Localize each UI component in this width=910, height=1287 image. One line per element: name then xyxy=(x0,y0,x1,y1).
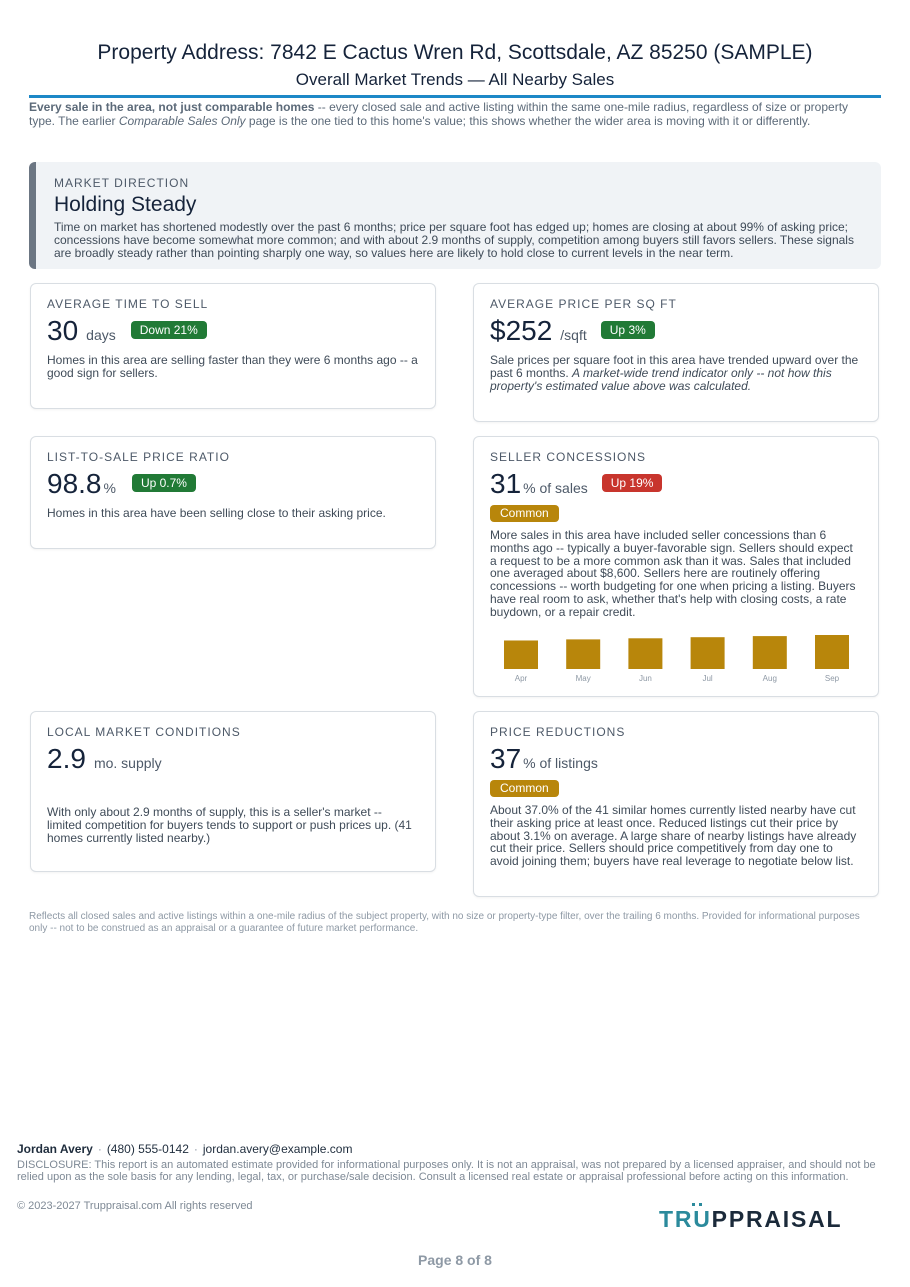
time-to-sell-card xyxy=(30,283,436,409)
card-label: SELLER CONCESSIONS xyxy=(490,450,647,464)
intro-lead: Every sale in the area, not just comparable homes xyxy=(29,100,315,114)
chart-tick-label: Jun xyxy=(638,673,652,683)
chart-bar-may xyxy=(566,639,600,669)
footnote: Reflects all closed sales and active listings within a one-mile radius of the subject property, with no size or property-type filter, over the trailing 6 months. Provided for informational purposes only -- not to be construed as an appraisal or a guarantee of future market performance. xyxy=(29,911,860,934)
trend-badge: Down 21% xyxy=(131,321,207,339)
page-number: Page 8 of 8 xyxy=(418,1252,492,1268)
market-direction-label: MARKET DIRECTION xyxy=(54,176,190,190)
metric-value: 98.8 xyxy=(47,468,102,499)
prevalence-tag: Common xyxy=(490,505,559,522)
header-divider xyxy=(29,95,881,98)
card-label: PRICE REDUCTIONS xyxy=(490,725,626,739)
card-body: Homes in this area have been selling close to their asking price. xyxy=(47,506,386,520)
agent-phone[interactable]: (480) 555-0142 xyxy=(106,1142,189,1156)
chart-tick-label: Jul xyxy=(702,673,713,683)
card-body: More sales in this area have included seller concessions than 6 months ago -- typically a buyer-favorable sign. Sellers should expect a request to be a more common ask than it was. Sales that included one averaged about $8,600. Sellers here are routinely offering concessions -- worth budgeting for one when pricing a listing. Buyers have real room to ask, whether that's help with closing costs, a rate buydown, or a repair credit. xyxy=(490,528,856,619)
copyright: © 2023-2027 Truppraisal.com All rights reserved xyxy=(17,1200,253,1212)
seller-concessions-card xyxy=(473,436,879,697)
chart-tick-label: Apr xyxy=(514,673,528,683)
concessions-trend-chart xyxy=(490,629,862,685)
card-label: AVERAGE TIME TO SELL xyxy=(47,297,209,311)
agent-name: Jordan Avery xyxy=(17,1142,93,1156)
metric-unit: % of sales xyxy=(523,480,588,496)
market-direction-body: Time on market has shortened modestly over the past 6 months; price per square foot has edged up; homes are closing at about 99% of asking price; concessions have become somewhat more common; and with about 2.9 months of supply, competition among buyers still favors sellers. These signals are broadly steady rather than pointing sharply one way, so values here are likely to hold close to current levels in the near term. xyxy=(54,220,854,260)
concessions-bar-chart xyxy=(490,629,864,685)
metric-value: $252 xyxy=(490,315,553,346)
chart-tick-label: May xyxy=(575,673,591,683)
trend-badge: Up 0.7% xyxy=(132,474,196,492)
metric-unit: % of listings xyxy=(523,755,598,771)
chart-bar-jun xyxy=(628,638,662,669)
metric-value: 2.9 xyxy=(47,743,86,774)
metric-unit: mo. supply xyxy=(93,755,162,771)
agent-email[interactable]: jordan.avery@example.com xyxy=(202,1142,353,1156)
prevalence-tag: Common xyxy=(490,780,559,797)
list-to-sale-card xyxy=(30,436,436,549)
truppraisal-logo xyxy=(658,1203,890,1233)
logo-wordmark: TRUPPRAISAL xyxy=(659,1206,843,1232)
card-body-italic: A market-wide trend indicator only -- not how this property's estimated value above was calculated. xyxy=(490,365,832,393)
metric-unit: % xyxy=(103,480,116,496)
card-body: Homes in this area are selling faster than they were 6 months ago -- a good sign for sellers. xyxy=(47,353,418,380)
chart-tick-label: Sep xyxy=(824,673,840,683)
separator: · xyxy=(193,1142,198,1156)
disclosure: DISCLOSURE: This report is an automated estimate provided for informational purposes only. It is not an appraisal, was not prepared by a licensed appraiser, and should not be relied upon as the sole basis for any lending, legal, tax, or purchase/sale decision. Consult a licensed real estate or appraisal professional before acting on this information. xyxy=(17,1159,876,1183)
card-label: LOCAL MARKET CONDITIONS xyxy=(47,725,241,739)
market-conditions-card xyxy=(30,711,436,872)
metric-unit: /sqft xyxy=(560,327,587,343)
chart-bar-apr xyxy=(504,640,538,669)
card-label: LIST-TO-SALE PRICE RATIO xyxy=(47,450,230,464)
market-direction-panel xyxy=(29,162,881,269)
logo-umlaut-dot xyxy=(699,1203,702,1206)
market-direction-title: Holding Steady xyxy=(54,193,197,216)
price-reductions-card xyxy=(473,711,879,897)
card-label: AVERAGE PRICE PER SQ FT xyxy=(490,297,677,311)
metric-value: 30 xyxy=(47,315,79,346)
trend-badge: Up 3% xyxy=(601,321,655,339)
card-body-text: Sale prices per square foot in this area have trended upward over the past 6 months. xyxy=(490,353,859,380)
intro-text-2: page is the one tied to this home's value; this shows whether the wider area is moving with it or differently. xyxy=(245,113,811,128)
intro-paragraph xyxy=(29,101,849,128)
card-body: About 37.0% of the 41 similar homes currently listed nearby have cut their asking price at least once. Reduced listings cut their price by about 3.1% on average. A large share of nearby listings have already cut their price. Sellers should price competitively from day one to avoid joining them; buyers have real leverage to negotiate below list. xyxy=(490,803,857,869)
intro-text-1: -- every closed sale and active listing within the same one-mile radius, regardless of size or property type. The earlier xyxy=(29,100,849,128)
separator: · xyxy=(97,1142,102,1156)
metric-value: 31 xyxy=(490,468,522,499)
chart-bar-aug xyxy=(753,636,787,669)
card-body: With only about 2.9 months of supply, this is a seller's market -- limited competition for buyers tends to support or push prices up. (41 homes currently listed nearby.) xyxy=(47,805,412,845)
page-title: Property Address: 7842 E Cactus Wren Rd, Scottsdale, AZ 85250 (SAMPLE) xyxy=(97,41,813,64)
price-per-sqft-card xyxy=(473,283,879,422)
intro-italic: Comparable Sales Only xyxy=(118,113,246,128)
card-body xyxy=(490,354,862,392)
logo-umlaut-dot xyxy=(692,1203,695,1206)
chart-bar-sep xyxy=(815,635,849,669)
page-subtitle: Overall Market Trends — All Nearby Sales xyxy=(295,70,615,89)
chart-tick-label: Aug xyxy=(762,673,777,683)
trend-badge: Up 19% xyxy=(602,474,663,492)
chart-bar-jul xyxy=(691,637,725,669)
metric-value: 37 xyxy=(490,743,522,774)
agent-contact xyxy=(17,1142,352,1156)
metric-unit: days xyxy=(86,327,116,343)
